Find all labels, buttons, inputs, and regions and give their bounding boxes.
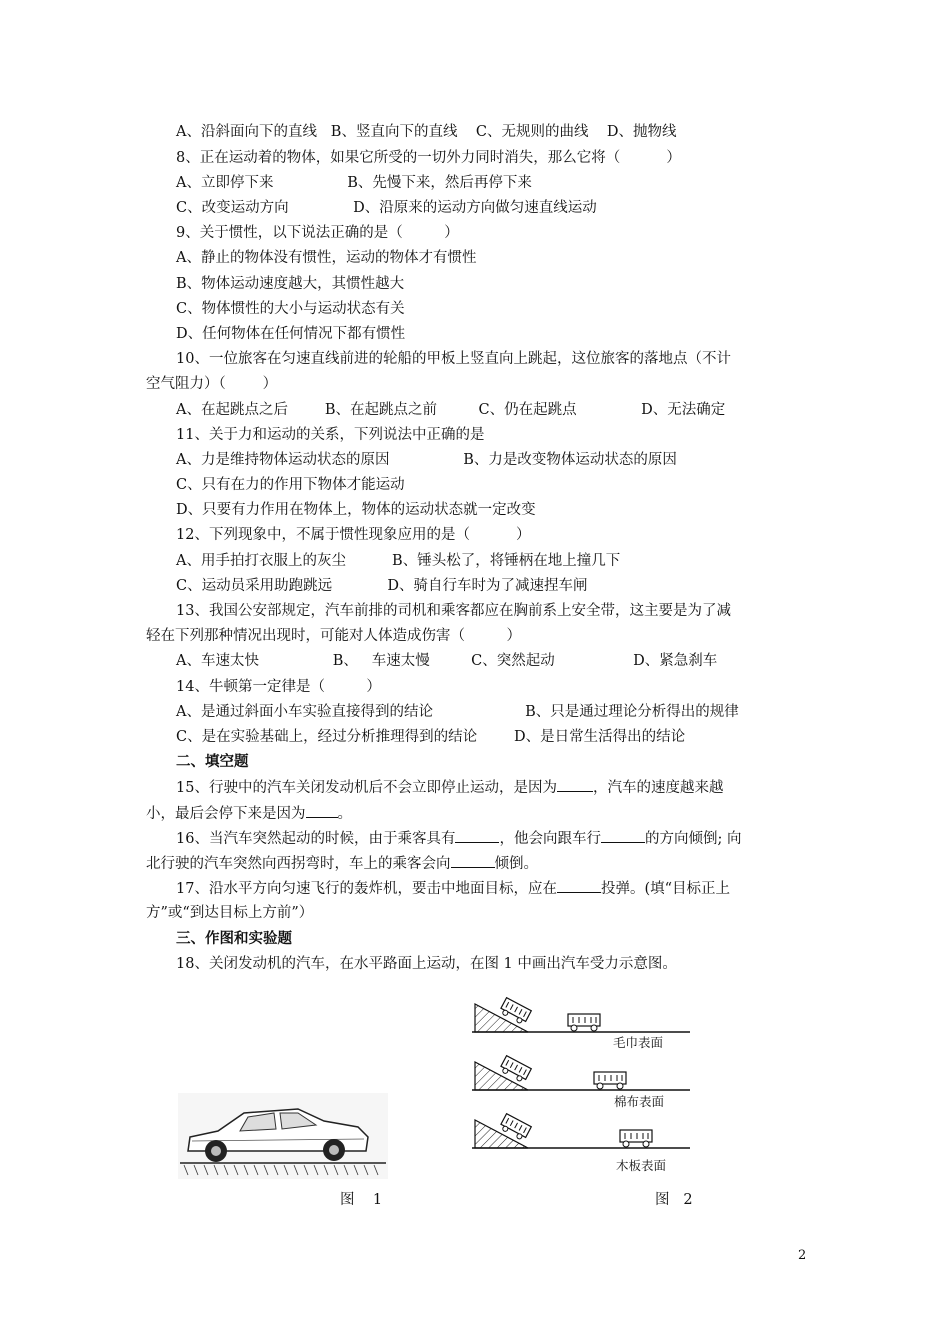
q7-options: A、沿斜面向下的直线 B、竖直向下的直线 C、无规则的曲线 D、抛物线 [176,124,677,140]
q8-options-cd: C、改变运动方向 D、沿原来的运动方向做匀速直线运动 [176,200,597,216]
q12-stem: 12、下列现象中，不属于惯性现象应用的是（ ） [176,527,531,543]
q16-text-d: 北行驶的汽车突然向西拐弯时，车上的乘客会向 [146,856,451,872]
label-cotton-surface: 棉布表面 [614,1094,665,1109]
q9-option-c: C、物体惯性的大小与运动状态有关 [176,301,405,317]
q15-text-b: ，汽车的速度越来越 [592,780,724,796]
q11-option-c: C、只有在力的作用下物体才能运动 [176,477,405,493]
setup-cotton-surface [472,1056,690,1109]
q10-options: A、在起跳点之后 B、在起跳点之前 C、仍在起跳点 D、无法确定 [176,402,726,418]
page-number: 2 [798,1248,807,1263]
q16-text-b: ，他会向跟车行 [499,831,601,847]
q10-stem-2: 空气阻力）（ ） [146,376,278,392]
q15-text-a: 15、行驶中的汽车关闭发动机后不会立即停止运动，是因为 [176,780,557,796]
q14-stem: 14、牛顿第一定律是（ ） [176,679,381,695]
q14-options-ab: A、是通过斜面小车实验直接得到的结论 B、只是通过理论分析得出的规律 [176,704,739,720]
q15-blank-2[interactable] [306,803,338,818]
q16-text-c: 的方向倾倒; 向 [644,831,742,847]
q13-options: A、车速太快 B、 车速太慢 C、突然起动 D、紧急刹车 [176,653,718,669]
q18-stem: 18、关闭发动机的汽车，在水平路面上运动，在图 1 中画出汽车受力示意图。 [176,956,677,972]
setup-wood-surface [472,1114,690,1173]
q14-options-cd: C、是在实验基础上，经过分析推理得到的结论 D、是日常生活得出的结论 [176,729,686,745]
label-towel-surface: 毛巾表面 [613,1035,664,1050]
q16-blank-3[interactable] [451,853,495,868]
q16-line-2 [146,853,538,874]
q13-stem-1: 13、我国公安部规定，汽车前排的司机和乘客都应在胸前系上安全带，这主要是为了减 [176,603,731,619]
q9-stem: 9、关于惯性，以下说法正确的是（ ） [176,225,459,241]
setup-towel-surface [472,998,690,1050]
label-wood-surface: 木板表面 [616,1158,667,1173]
q15-text-c: 小，最后会停下来是因为 [146,806,306,822]
q8-stem: 8、正在运动着的物体，如果它所受的一切外力同时消失，那么它将（ ） [176,150,681,166]
q13-stem-2: 轻在下列那种情况出现时，可能对人体造成伤害（ ） [146,628,521,644]
q16-blank-2[interactable] [601,828,645,843]
q17-text-b: 投弹。(填“目标正上 [600,881,731,897]
q16-line-1 [176,828,741,849]
figure-2-caption: 图 2 [655,1192,693,1208]
section-title-drawing: 三、作图和实验题 [176,930,292,947]
q9-option-d: D、任何物体在任何情况下都有惯性 [176,326,406,342]
q8-options-ab: A、立即停下来 B、先慢下来，然后再停下来 [176,175,532,191]
q15-text-d: 。 [337,806,352,822]
q11-option-d: D、只要有力作用在物体上，物体的运动状态就一定改变 [176,502,536,518]
figure-1-car [178,1093,388,1179]
q17-line-1 [176,878,730,899]
section-title-fill-in: 二、填空题 [176,753,249,770]
q15-line-1 [176,777,723,798]
q12-options-ab: A、用手拍打衣服上的灰尘 B、锤头松了，将锤柄在地上撞几下 [176,553,621,569]
q10-stem-1: 10、一位旅客在匀速直线前进的轮船的甲板上竖直向上跳起，这位旅客的落地点（不计 [176,351,731,367]
q16-text-e: 倾倒。 [494,856,538,872]
q9-option-b: B、物体运动速度越大，其惯性越大 [176,276,405,292]
figure-2-incline-experiment [470,988,695,1178]
q16-text-a: 16、当汽车突然起动的时候，由于乘客具有 [176,831,456,847]
q17-text-a: 17、沿水平方向匀速飞行的轰炸机，要击中地面目标，应在 [176,881,557,897]
q12-options-cd: C、运动员采用助跑跳远 D、骑自行车时为了减速捏车闸 [176,578,588,594]
figure-1-caption: 图 1 [340,1192,383,1208]
q16-blank-1[interactable] [455,828,499,843]
q11-options-ab: A、力是维持物体运动状态的原因 B、力是改变物体运动状态的原因 [176,452,677,468]
q17-blank[interactable] [557,878,601,893]
q15-blank-1[interactable] [557,777,593,792]
q9-option-a: A、静止的物体没有惯性，运动的物体才有惯性 [176,250,477,266]
q15-line-2 [146,803,352,824]
q11-stem: 11、关于力和运动的关系，下列说法中正确的是 [176,427,485,443]
q17-line-2: 方”或“到达目标上方前”） [146,905,314,921]
